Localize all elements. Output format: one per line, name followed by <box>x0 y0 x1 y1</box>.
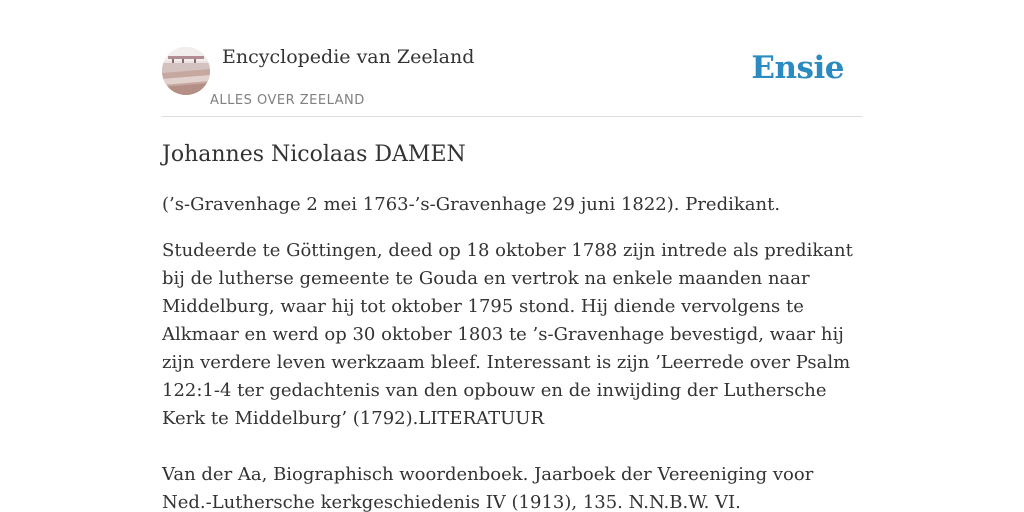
ensie-logo[interactable]: Ensie <box>751 50 844 86</box>
site-name[interactable]: Encyclopedie van Zeeland <box>222 46 475 68</box>
site-tagline: ALLES OVER ZEELAND <box>210 93 365 108</box>
article-references: Van der Aa, Biographisch woordenboek. Jaarboek der Vereeniging voor Ned.-Luthersche kerkgeschiedenis IV (1913), 135. N.N.B.W. VI. <box>162 464 814 512</box>
zeeland-landscape-avatar[interactable] <box>162 47 210 95</box>
article-body: Studeerde te Göttingen, deed op 18 oktober 1788 zijn intrede als predikant bij de lutherse gemeente te Gouda en vertrok na enkele maanden naar Middelburg, waar hij tot oktober 1795 stond. Hij diende vervolgens te Alkmaar en werd op 30 oktober 1803 te ’s-Gravenhage bevestigd, waar hij zijn verdere leven werkzaam bleef. Interessant is zijn ’Leerrede over Psalm 122:1-4 ter gedachtenis van den opbouw en de inwijding der Luthersche Kerk te Middelburg’ (1792).LITERATUUR <box>162 240 853 429</box>
article-title: Johannes Nicolaas DAMEN <box>162 142 466 167</box>
avatar-image <box>162 47 210 95</box>
site-header <box>162 44 862 117</box>
article-lead: (’s-Gravenhage 2 mei 1763-’s-Gravenhage 29 juni 1822). Predikant. <box>162 194 781 215</box>
article <box>162 138 862 512</box>
